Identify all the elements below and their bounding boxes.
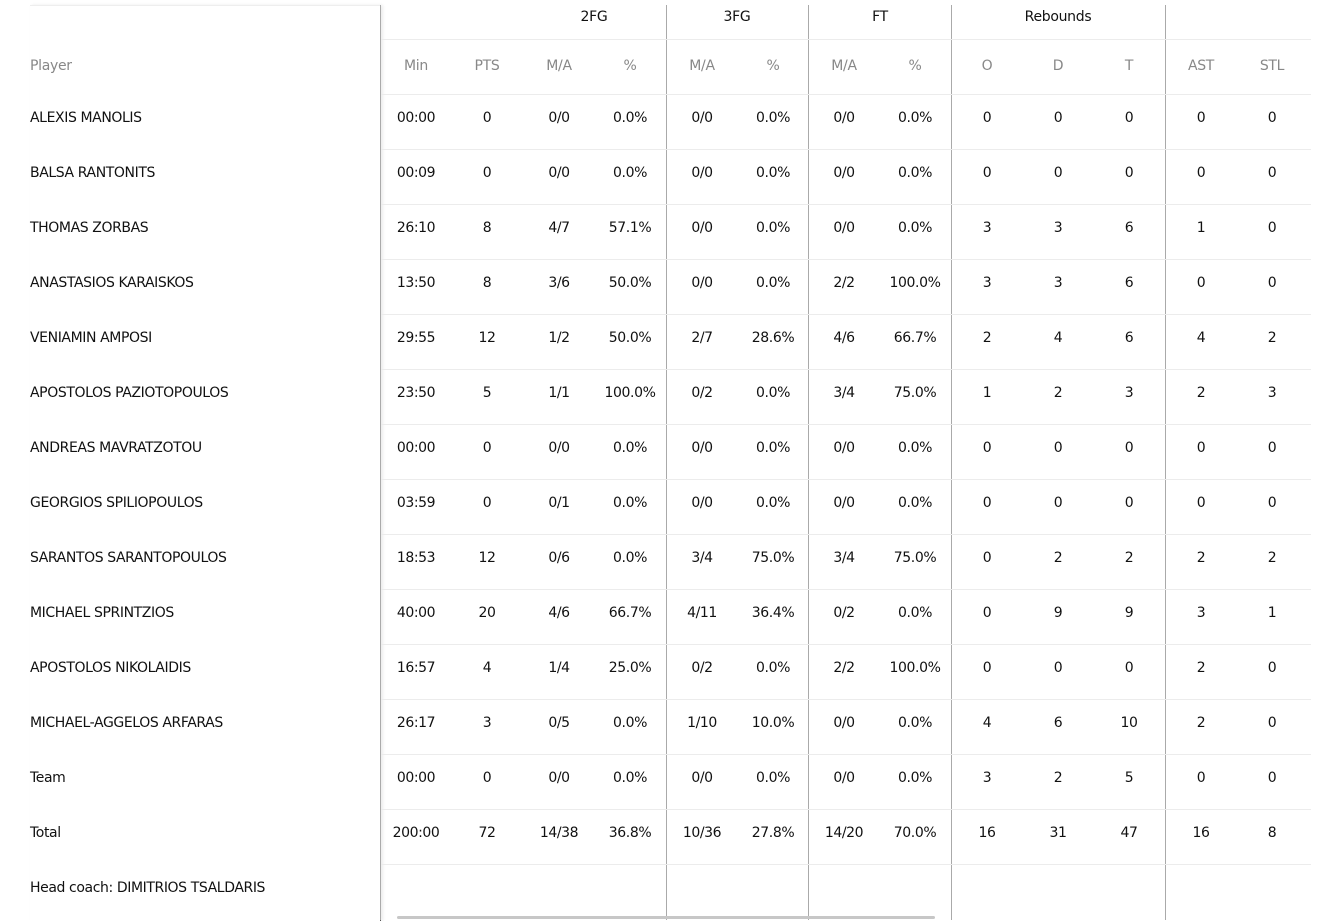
stat-cell: 3 bbox=[1053, 220, 1063, 236]
stat-cell: 27.8% bbox=[751, 825, 795, 841]
stat-cell: 0 bbox=[1124, 165, 1134, 181]
stat-cell: 0 bbox=[1053, 440, 1063, 456]
column-header: Min bbox=[404, 58, 428, 74]
stat-cell: 2 bbox=[1196, 715, 1206, 731]
stat-cell: 0 bbox=[982, 660, 992, 676]
stat-cell: 0 bbox=[982, 495, 992, 511]
stat-cell: 72 bbox=[478, 825, 496, 841]
stat-cell: 0 bbox=[1267, 495, 1277, 511]
stat-cell: 4 bbox=[1196, 330, 1206, 346]
row-divider bbox=[381, 589, 1311, 590]
column-header: % bbox=[766, 58, 780, 74]
stat-cell: 40:00 bbox=[396, 605, 436, 621]
stat-cell: 4 bbox=[482, 660, 492, 676]
player-name: Team bbox=[30, 770, 66, 786]
stat-cell: 4/11 bbox=[687, 605, 717, 621]
stat-cell: 0/2 bbox=[833, 605, 855, 621]
stat-cell: 14/20 bbox=[824, 825, 864, 841]
player-name: VENIAMIN AMPOSI bbox=[30, 330, 152, 346]
stat-cell: 3 bbox=[982, 275, 992, 291]
stat-cell: 4/7 bbox=[548, 220, 570, 236]
horizontal-scrollbar[interactable] bbox=[397, 916, 935, 919]
stat-cell: 0.0% bbox=[756, 165, 790, 181]
stat-cell: 100.0% bbox=[604, 385, 656, 401]
player-column bbox=[30, 5, 381, 921]
stat-cell: 0/0 bbox=[691, 440, 713, 456]
stat-cell: 2/7 bbox=[691, 330, 713, 346]
stat-cell: 00:00 bbox=[396, 770, 436, 786]
stat-cell: 3 bbox=[982, 220, 992, 236]
column-header: STL bbox=[1259, 58, 1285, 74]
stat-cell: 10.0% bbox=[751, 715, 795, 731]
stat-cell: 0/0 bbox=[833, 110, 855, 126]
player-name: MICHAEL SPRINTZIOS bbox=[30, 605, 174, 621]
row-divider bbox=[381, 424, 1311, 425]
stat-cell: 1/1 bbox=[548, 385, 570, 401]
stat-cell: 8 bbox=[482, 275, 492, 291]
stat-cell: 36.4% bbox=[751, 605, 795, 621]
stat-cell: 3 bbox=[1267, 385, 1277, 401]
stat-cell: 0/0 bbox=[691, 275, 713, 291]
stat-cell: 28.6% bbox=[751, 330, 795, 346]
column-header: M/A bbox=[831, 58, 857, 74]
stat-cell: 3/4 bbox=[833, 385, 855, 401]
player-name: GEORGIOS SPILIOPOULOS bbox=[30, 495, 203, 511]
stat-cell: 0/0 bbox=[833, 165, 855, 181]
stat-cell: 0/5 bbox=[548, 715, 570, 731]
stat-cell: 0/1 bbox=[548, 495, 570, 511]
column-header: T bbox=[1124, 58, 1134, 74]
stat-cell: 1/10 bbox=[687, 715, 717, 731]
stat-cell: 6 bbox=[1124, 330, 1134, 346]
stat-cell: 0/0 bbox=[548, 165, 570, 181]
stat-cell: 6 bbox=[1124, 220, 1134, 236]
stat-cell: 0 bbox=[1053, 165, 1063, 181]
row-divider bbox=[381, 369, 1311, 370]
stat-cell: 0/0 bbox=[691, 495, 713, 511]
player-header bbox=[30, 5, 380, 96]
stat-cell: 0 bbox=[482, 495, 492, 511]
player-name: ANDREAS MAVRATZOTOU bbox=[30, 440, 202, 456]
stat-cell: 0.0% bbox=[756, 495, 790, 511]
row-divider bbox=[381, 754, 1311, 755]
stat-cell: 16:57 bbox=[396, 660, 436, 676]
player-name: MICHAEL-AGGELOS ARFARAS bbox=[30, 715, 223, 731]
stat-cell: 3/4 bbox=[833, 550, 855, 566]
header-divider bbox=[381, 94, 1311, 95]
stat-cell: 12 bbox=[478, 550, 496, 566]
stat-cell: 1 bbox=[1196, 220, 1206, 236]
stat-cell: 2 bbox=[1267, 330, 1277, 346]
stat-cell: 0.0% bbox=[613, 165, 647, 181]
stat-cell: 6 bbox=[1053, 715, 1063, 731]
stat-cell: 0 bbox=[1267, 440, 1277, 456]
stat-cell: 2 bbox=[1267, 550, 1277, 566]
stat-cell: 3/6 bbox=[548, 275, 570, 291]
stat-cell: 2 bbox=[1053, 770, 1063, 786]
stat-cell: 0 bbox=[1124, 495, 1134, 511]
stat-cell: 200:00 bbox=[392, 825, 440, 841]
stat-cell: 0 bbox=[1196, 440, 1206, 456]
stat-cell: 26:10 bbox=[396, 220, 436, 236]
column-header: PTS bbox=[474, 58, 500, 74]
player-name: ANASTASIOS KARAISKOS bbox=[30, 275, 194, 291]
stat-cell: 3/4 bbox=[691, 550, 713, 566]
stat-cell: 0 bbox=[1196, 110, 1206, 126]
player-name: APOSTOLOS PAZIOTOPOULOS bbox=[30, 385, 229, 401]
stat-cell: 0 bbox=[1053, 495, 1063, 511]
stat-cell: 0 bbox=[982, 165, 992, 181]
stat-cell: 0/0 bbox=[833, 495, 855, 511]
row-divider bbox=[381, 149, 1311, 150]
stat-cell: 0 bbox=[1196, 495, 1206, 511]
stat-cell: 13:50 bbox=[396, 275, 436, 291]
row-divider bbox=[381, 699, 1311, 700]
stat-cell: 100.0% bbox=[889, 660, 941, 676]
stat-cell: 2 bbox=[1196, 385, 1206, 401]
group-header-fg3: 3FG bbox=[723, 9, 751, 25]
stat-cell: 8 bbox=[482, 220, 492, 236]
stat-cell: 23:50 bbox=[396, 385, 436, 401]
stat-cell: 0/2 bbox=[691, 385, 713, 401]
stat-cell: 0/6 bbox=[548, 550, 570, 566]
row-divider bbox=[381, 204, 1311, 205]
stat-cell: 16 bbox=[978, 825, 996, 841]
stat-cell: 0.0% bbox=[898, 110, 932, 126]
stat-cell: 00:09 bbox=[396, 165, 436, 181]
stat-cell: 8 bbox=[1267, 825, 1277, 841]
stat-cell: 3 bbox=[982, 770, 992, 786]
stat-cell: 9 bbox=[1053, 605, 1063, 621]
column-header: M/A bbox=[689, 58, 715, 74]
stat-cell: 00:00 bbox=[396, 110, 436, 126]
stat-cell: 2 bbox=[982, 330, 992, 346]
stat-cell: 0/0 bbox=[691, 165, 713, 181]
stat-cell: 0.0% bbox=[613, 440, 647, 456]
stat-cell: 0.0% bbox=[756, 770, 790, 786]
stat-cell: 47 bbox=[1120, 825, 1138, 841]
stat-cell: 0.0% bbox=[756, 440, 790, 456]
stat-cell: 5 bbox=[482, 385, 492, 401]
stat-cell: 0.0% bbox=[613, 715, 647, 731]
stat-cell: 0 bbox=[1053, 110, 1063, 126]
stat-cell: 1 bbox=[982, 385, 992, 401]
stat-cell: 1/2 bbox=[548, 330, 570, 346]
stat-cell: 0 bbox=[982, 440, 992, 456]
stat-cell: 50.0% bbox=[608, 330, 652, 346]
stat-cell: 0/0 bbox=[548, 110, 570, 126]
stat-cell: 0/0 bbox=[833, 440, 855, 456]
stat-cell: 0 bbox=[1267, 165, 1277, 181]
stat-cell: 0/0 bbox=[691, 110, 713, 126]
stat-cell: 29:55 bbox=[396, 330, 436, 346]
stat-cell: 0/0 bbox=[833, 770, 855, 786]
player-name: BALSA RANTONITS bbox=[30, 165, 155, 181]
player-column-label: Player bbox=[30, 58, 72, 74]
stat-cell: 0 bbox=[482, 110, 492, 126]
stat-cell: 0.0% bbox=[898, 605, 932, 621]
group-header-fg2: 2FG bbox=[580, 9, 608, 25]
stat-cell: 00:00 bbox=[396, 440, 436, 456]
stat-cell: 5 bbox=[1124, 770, 1134, 786]
column-header: D bbox=[1052, 58, 1064, 74]
row-divider bbox=[381, 314, 1311, 315]
stat-cell: 0 bbox=[1267, 715, 1277, 731]
stat-cell: 0/0 bbox=[548, 440, 570, 456]
stat-cell: 0 bbox=[1124, 440, 1134, 456]
stat-cell: 03:59 bbox=[396, 495, 436, 511]
row-divider bbox=[381, 259, 1311, 260]
stat-cell: 3 bbox=[1124, 385, 1134, 401]
player-name: SARANTOS SARANTOPOULOS bbox=[30, 550, 227, 566]
stat-cell: 31 bbox=[1049, 825, 1067, 841]
column-header: M/A bbox=[546, 58, 572, 74]
stat-cell: 0.0% bbox=[756, 220, 790, 236]
stat-cell: 0 bbox=[982, 110, 992, 126]
stat-cell: 75.0% bbox=[893, 385, 937, 401]
stat-cell: 0 bbox=[1267, 770, 1277, 786]
stat-cell: 0.0% bbox=[898, 220, 932, 236]
group-header-ft: FT bbox=[872, 9, 888, 25]
player-name: ALEXIS MANOLIS bbox=[30, 110, 142, 126]
stat-cell: 6 bbox=[1124, 275, 1134, 291]
player-name: THOMAS ZORBAS bbox=[30, 220, 149, 236]
row-divider bbox=[381, 864, 1311, 865]
stat-cell: 26:17 bbox=[396, 715, 436, 731]
stat-cell: 0.0% bbox=[756, 275, 790, 291]
stat-cell: 10/36 bbox=[682, 825, 722, 841]
stat-cell: 0 bbox=[1267, 660, 1277, 676]
head-coach: Head coach: DIMITRIOS TSALDARIS bbox=[30, 880, 266, 896]
stat-cell: 0 bbox=[982, 605, 992, 621]
stat-cell: 1 bbox=[1267, 605, 1277, 621]
stat-cell: 0/0 bbox=[691, 770, 713, 786]
stat-cell: 2/2 bbox=[833, 275, 855, 291]
stat-cell: 0.0% bbox=[756, 110, 790, 126]
stat-cell: 3 bbox=[482, 715, 492, 731]
group-header-reb: Rebounds bbox=[1024, 9, 1092, 25]
stat-cell: 1/4 bbox=[548, 660, 570, 676]
stat-cell: 0 bbox=[1196, 165, 1206, 181]
row-divider bbox=[381, 534, 1311, 535]
stat-cell: 2 bbox=[1124, 550, 1134, 566]
stat-cell: 12 bbox=[478, 330, 496, 346]
stat-cell: 2 bbox=[1053, 550, 1063, 566]
stat-cell: 0 bbox=[1196, 275, 1206, 291]
row-divider bbox=[381, 809, 1311, 810]
stats-grid bbox=[381, 5, 1311, 921]
stat-cell: 0 bbox=[482, 440, 492, 456]
stat-cell: 0.0% bbox=[613, 495, 647, 511]
stat-cell: 0.0% bbox=[756, 660, 790, 676]
stat-cell: 3 bbox=[1053, 275, 1063, 291]
stat-cell: 4 bbox=[982, 715, 992, 731]
stat-cell: 0 bbox=[482, 165, 492, 181]
stat-cell: 2/2 bbox=[833, 660, 855, 676]
row-divider bbox=[381, 644, 1311, 645]
column-header: AST bbox=[1187, 58, 1215, 74]
stat-cell: 0.0% bbox=[898, 770, 932, 786]
column-header: % bbox=[623, 58, 637, 74]
stat-cell: 3 bbox=[1196, 605, 1206, 621]
stat-cell: 0 bbox=[1124, 660, 1134, 676]
stat-cell: 75.0% bbox=[751, 550, 795, 566]
stat-cell: 9 bbox=[1124, 605, 1134, 621]
stat-cell: 0/0 bbox=[691, 220, 713, 236]
stat-cell: 0.0% bbox=[898, 715, 932, 731]
stat-cell: 0 bbox=[1053, 660, 1063, 676]
stat-cell: 66.7% bbox=[893, 330, 937, 346]
stat-cell: 0.0% bbox=[613, 110, 647, 126]
stat-cell: 0 bbox=[1267, 220, 1277, 236]
stat-cell: 0/2 bbox=[691, 660, 713, 676]
stat-cell: 2 bbox=[1196, 550, 1206, 566]
stat-cell: 4/6 bbox=[833, 330, 855, 346]
player-name: Total bbox=[30, 825, 61, 841]
column-header: % bbox=[908, 58, 922, 74]
stat-cell: 14/38 bbox=[539, 825, 579, 841]
stat-cell: 0.0% bbox=[898, 165, 932, 181]
stat-cell: 0 bbox=[1124, 110, 1134, 126]
stat-cell: 18:53 bbox=[396, 550, 436, 566]
stat-cell: 0/0 bbox=[548, 770, 570, 786]
stat-cell: 70.0% bbox=[893, 825, 937, 841]
stat-cell: 0/0 bbox=[833, 715, 855, 731]
stat-cell: 75.0% bbox=[893, 550, 937, 566]
stat-cell: 0 bbox=[1267, 110, 1277, 126]
stat-cell: 2 bbox=[1196, 660, 1206, 676]
group-header-divider bbox=[381, 39, 1311, 40]
stat-cell: 0 bbox=[1196, 770, 1206, 786]
stat-cell: 0 bbox=[982, 550, 992, 566]
stat-cell: 0 bbox=[1267, 275, 1277, 291]
stat-cell: 2 bbox=[1053, 385, 1063, 401]
stat-cell: 0/0 bbox=[833, 220, 855, 236]
stat-cell: 10 bbox=[1120, 715, 1138, 731]
stat-cell: 20 bbox=[478, 605, 496, 621]
stat-cell: 4/6 bbox=[548, 605, 570, 621]
stat-cell: 100.0% bbox=[889, 275, 941, 291]
stat-cell: 50.0% bbox=[608, 275, 652, 291]
stat-cell: 0.0% bbox=[898, 495, 932, 511]
stat-cell: 0.0% bbox=[898, 440, 932, 456]
column-header: O bbox=[981, 58, 993, 74]
stat-cell: 0 bbox=[482, 770, 492, 786]
stat-cell: 4 bbox=[1053, 330, 1063, 346]
row-divider bbox=[381, 479, 1311, 480]
stat-cell: 66.7% bbox=[608, 605, 652, 621]
stat-cell: 36.8% bbox=[608, 825, 652, 841]
stat-cell: 0.0% bbox=[756, 385, 790, 401]
stat-cell: 0.0% bbox=[613, 770, 647, 786]
stat-cell: 16 bbox=[1192, 825, 1210, 841]
stat-cell: 25.0% bbox=[608, 660, 652, 676]
player-name: APOSTOLOS NIKOLAIDIS bbox=[30, 660, 191, 676]
stat-cell: 57.1% bbox=[608, 220, 652, 236]
stat-cell: 0.0% bbox=[613, 550, 647, 566]
